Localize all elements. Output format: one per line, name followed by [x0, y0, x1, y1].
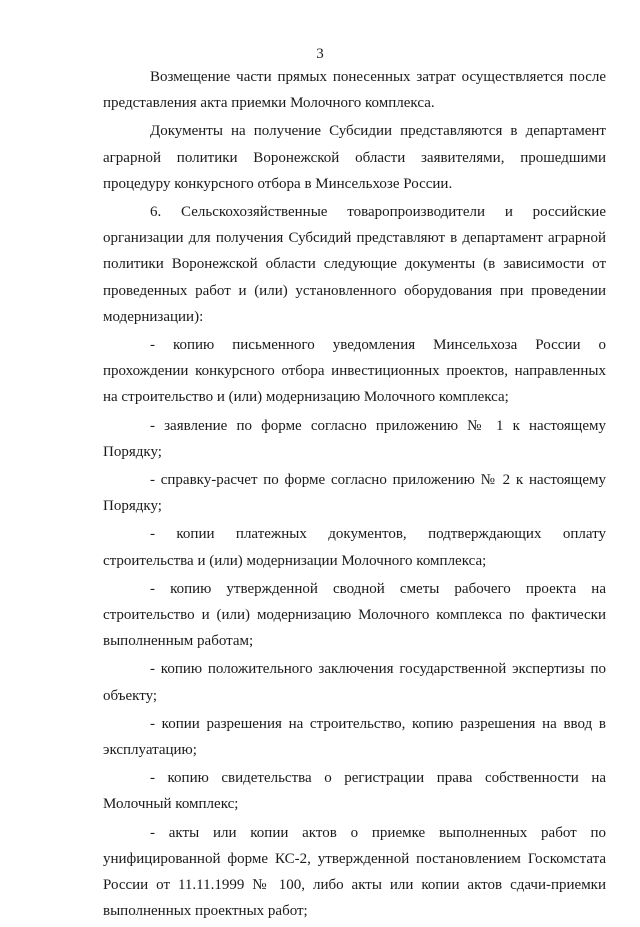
list-item-notification-copy: - копию письменного уведомления Минсельхоза России о прохождении конкурсного отбора инвестиционных проектов, направленных на строительство и (или) модернизацию Молочного комплекса;: [103, 337, 606, 406]
list-item-application: - заявление по форме согласно приложению № 1 к настоящему Порядку;: [103, 417, 606, 460]
paragraph-reimbursement: Возмещение части прямых понесенных затрат осуществляется после представления акта приемки Молочного комплекса.: [103, 69, 606, 112]
document-body: [103, 64, 606, 927]
list-item-expertise: - копию положительного заключения государственной экспертизы по объекту;: [103, 661, 606, 704]
list-item-calculation: - справку-расчет по форме согласно приложению № 2 к настоящему Порядку;: [103, 472, 606, 515]
paragraph-documents-submission: Документы на получение Субсидии представляются в департамент аграрной политики Воронежской области заявителями, прошедшими процедуру конкурсного отбора в Минсельхозе России.: [103, 123, 606, 192]
list-item-permits: - копии разрешения на строительство, копию разрешения на ввод в эксплуатацию;: [103, 715, 606, 759]
list-item-ownership-certificate: - копию свидетельства о регистрации права собственности на Молочный комплекс;: [103, 770, 606, 813]
list-item-acceptance-acts: - акты или копии актов о приемке выполненных работ по унифицированной форме КС-2, утвержденной постановлением Госкомстата России от 11.11.1999 № 100, либо акты или копии актов сдачи-приемки выполненных проектных работ;: [103, 824, 606, 920]
page-number: 3: [316, 46, 324, 62]
paragraph-section-6: 6. Сельскохозяйственные товаропроизводители и российские организации для получения Субсидий представляют в департамент аграрной политики Воронежской области следующие документы (в зависимости от проведенных работ и (или) установленного оборудования при проведении модернизации):: [103, 204, 606, 325]
list-item-estimate: - копию утвержденной сводной сметы рабочего проекта на строительство и (или) модернизацию Молочного комплекса по фактически выполненным работам;: [103, 580, 606, 650]
list-item-payment-documents: - копии платежных документов, подтверждающих оплату строительства и (или) модернизации Молочного комплекса;: [103, 526, 606, 569]
